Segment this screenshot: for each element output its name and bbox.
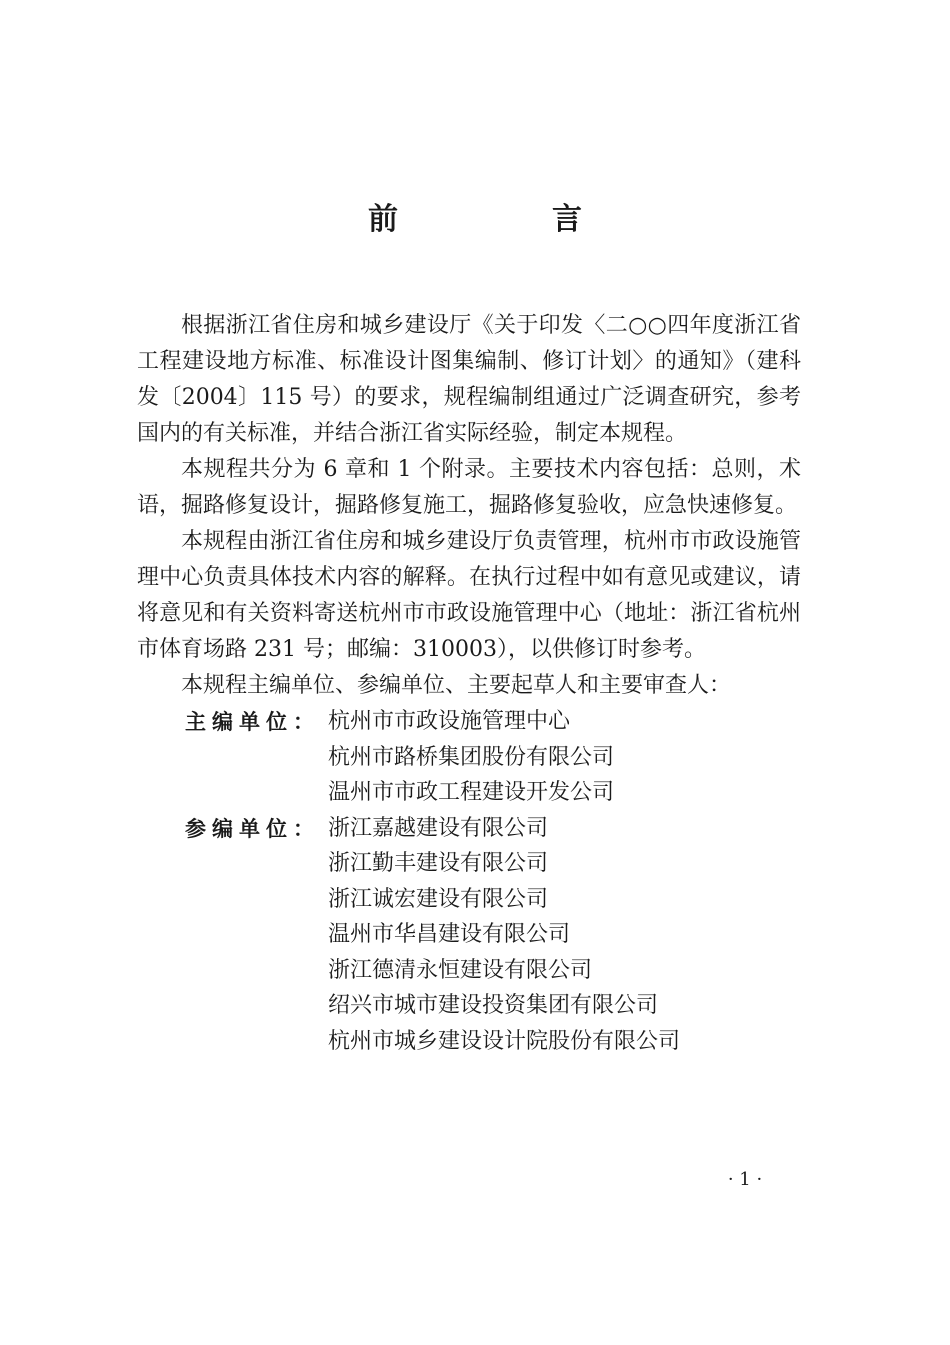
participating-unit-item: 浙江德清永恒建设有限公司 (328, 957, 593, 983)
participating-unit-item: 浙江嘉越建设有限公司 (328, 815, 549, 841)
participating-unit-item: 杭州市城乡建设设计院股份有限公司 (328, 1028, 681, 1054)
chief-unit-item: 杭州市市政设施管理中心 (328, 709, 571, 734)
chief-unit-item: 温州市市政工程建设开发公司 (328, 780, 615, 805)
participating-unit-item: 浙江诚宏建设有限公司 (328, 886, 549, 912)
page-number: · 1 · (727, 1169, 763, 1190)
units-list (137, 704, 801, 1059)
paragraph-units-intro: 本规程主编单位、参编单位、主要起草人和主要审查人： (181, 673, 732, 698)
participating-units-group (137, 811, 801, 1060)
paragraph-basis: 根据浙江省住房和城乡建设厅《关于印发〈二○○四年度浙江省工程建设地方标准、标准设计图集编制、修订计划〉的通知》（建科发〔2004〕115 号）的要求，规程编制组通过广泛调查研究，参考国内的有关标准，并结合浙江省实际经验，制定本规程。 (137, 313, 801, 446)
participating-unit-item: 绍兴市城市建设投资集团有限公司 (328, 993, 659, 1018)
paragraph-management: 本规程由浙江省住房和城乡建设厅负责管理，杭州市市政设施管理中心负责具体技术内容的解释。在执行过程中如有意见或建议，请将意见和有关资料寄送杭州市市政设施管理中心（地址：浙江省杭州市体育场路 231 号；邮编：310003），以供修订时参考。 (137, 529, 801, 662)
page-title: 前 言 (368, 202, 644, 237)
preface-body (137, 308, 801, 1059)
participating-unit-item: 温州市华昌建设有限公司 (328, 922, 571, 947)
participating-unit-item: 浙江勤丰建设有限公司 (328, 851, 549, 876)
chief-units-group (137, 704, 801, 811)
participating-units-label: 参编单位： (185, 816, 320, 841)
chief-units-label: 主编单位： (185, 710, 320, 734)
paragraph-contents: 本规程共分为 6 章和 1 个附录。主要技术内容包括：总则，术语，掘路修复设计，掘路修复施工，掘路修复验收，应急快速修复。 (137, 457, 801, 518)
chief-unit-item: 杭州市路桥集团股份有限公司 (328, 744, 615, 770)
